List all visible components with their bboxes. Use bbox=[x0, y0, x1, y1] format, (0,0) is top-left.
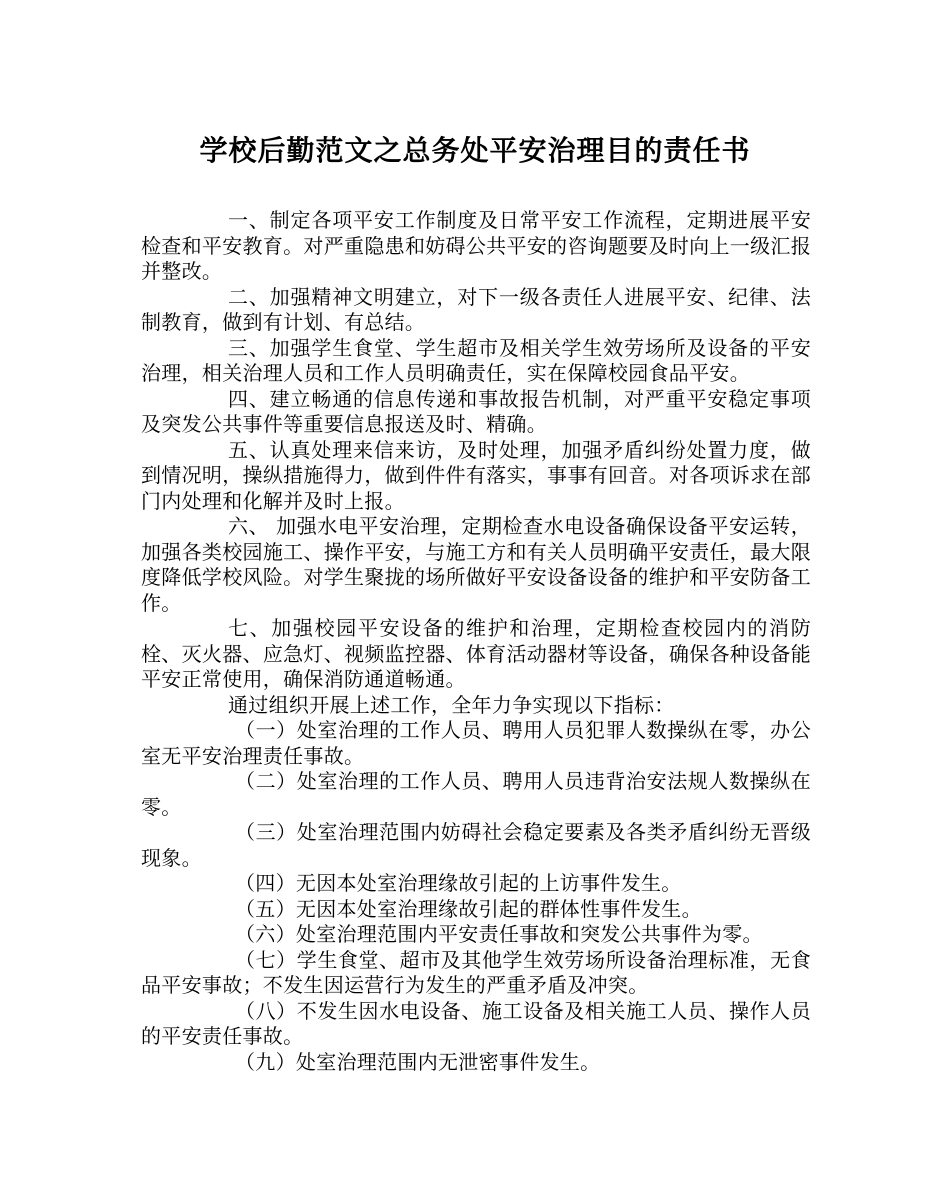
paragraph-2: 二、加强精神文明建立，对下一级各责任人进展平安、纪律、法制教育，做到有计划、有总结。 bbox=[141, 284, 811, 334]
document-title: 学校后勤范文之总务处平安治理目的责任书 bbox=[199, 134, 751, 167]
target-item-1: （一）处室治理的工作人员、聘用人员犯罪人数操纵在零，办公室无平安治理责任事故。 bbox=[141, 718, 811, 768]
paragraph-3: 三、加强学生食堂、学生超市及相关学生效劳场所及设备的平安治理，相关治理人员和工作人员明确责任，实在保障校园食品平安。 bbox=[141, 335, 811, 385]
target-item-7: （七）学生食堂、超市及其他学生效劳场所设备治理标准，无食品平安事故；不发生因运营行为发生的严重矛盾及冲突。 bbox=[141, 947, 811, 997]
target-item-8: （八）不发生因水电设备、施工设备及相关施工人员、操作人员的平安责任事故。 bbox=[141, 998, 811, 1048]
paragraph-4: 四、建立畅通的信息传递和事故报告机制，对严重平安稳定事项及突发公共事件等重要信息报送及时、精确。 bbox=[141, 386, 811, 436]
target-item-2: （二）处室治理的工作人员、聘用人员违背治安法规人数操纵在零。 bbox=[141, 769, 811, 819]
target-item-6: （六）处室治理范围内平安责任事故和突发公共事件为零。 bbox=[235, 922, 763, 946]
target-item-9: （九）处室治理范围内无泄密事件发生。 bbox=[235, 1049, 601, 1074]
paragraph-1: 一、制定各项平安工作制度及日常平安工作流程，定期进展平安检查和平安教育。对严重隐患和妨碍公共平安的咨询题要及时向上一级汇报并整改。 bbox=[141, 208, 811, 283]
targets-intro: 通过组织开展上述工作，全年力争实现以下指标： bbox=[228, 692, 675, 717]
paragraph-7: 七、加强校园平安设备的维护和治理，定期检查校园内的消防栓、灭火器、应急灯、视频监控器、体育活动器材等设备，确保各种设备能平安正常使用，确保消防通道畅通。 bbox=[141, 616, 811, 691]
target-item-4: （四）无因本处室治理缘故引起的上访事件发生。 bbox=[235, 871, 682, 895]
target-item-5: （五）无因本处室治理缘故引起的群体性事件发生。 bbox=[235, 896, 702, 921]
paragraph-6: 六、 加强水电平安治理，定期检查水电设备确保设备平安运转，加强各类校园施工、操作平安，与施工方和有关人员明确平安责任，最大限度降低学校风险。对学生聚拢的场所做好平安设备设备的维护和平安防备工作。 bbox=[141, 514, 811, 615]
document-body bbox=[141, 208, 811, 1075]
target-item-3: （三）处室治理范围内妨碍社会稳定要素及各类矛盾纠纷无晋级现象。 bbox=[141, 820, 811, 870]
paragraph-5: 五、认真处理来信来访，及时处理，加强矛盾纠纷处置力度，做到情况明，操纵措施得力，做到件件有落实，事事有回音。对各项诉求在部门内处理和化解并及时上报。 bbox=[141, 437, 811, 513]
